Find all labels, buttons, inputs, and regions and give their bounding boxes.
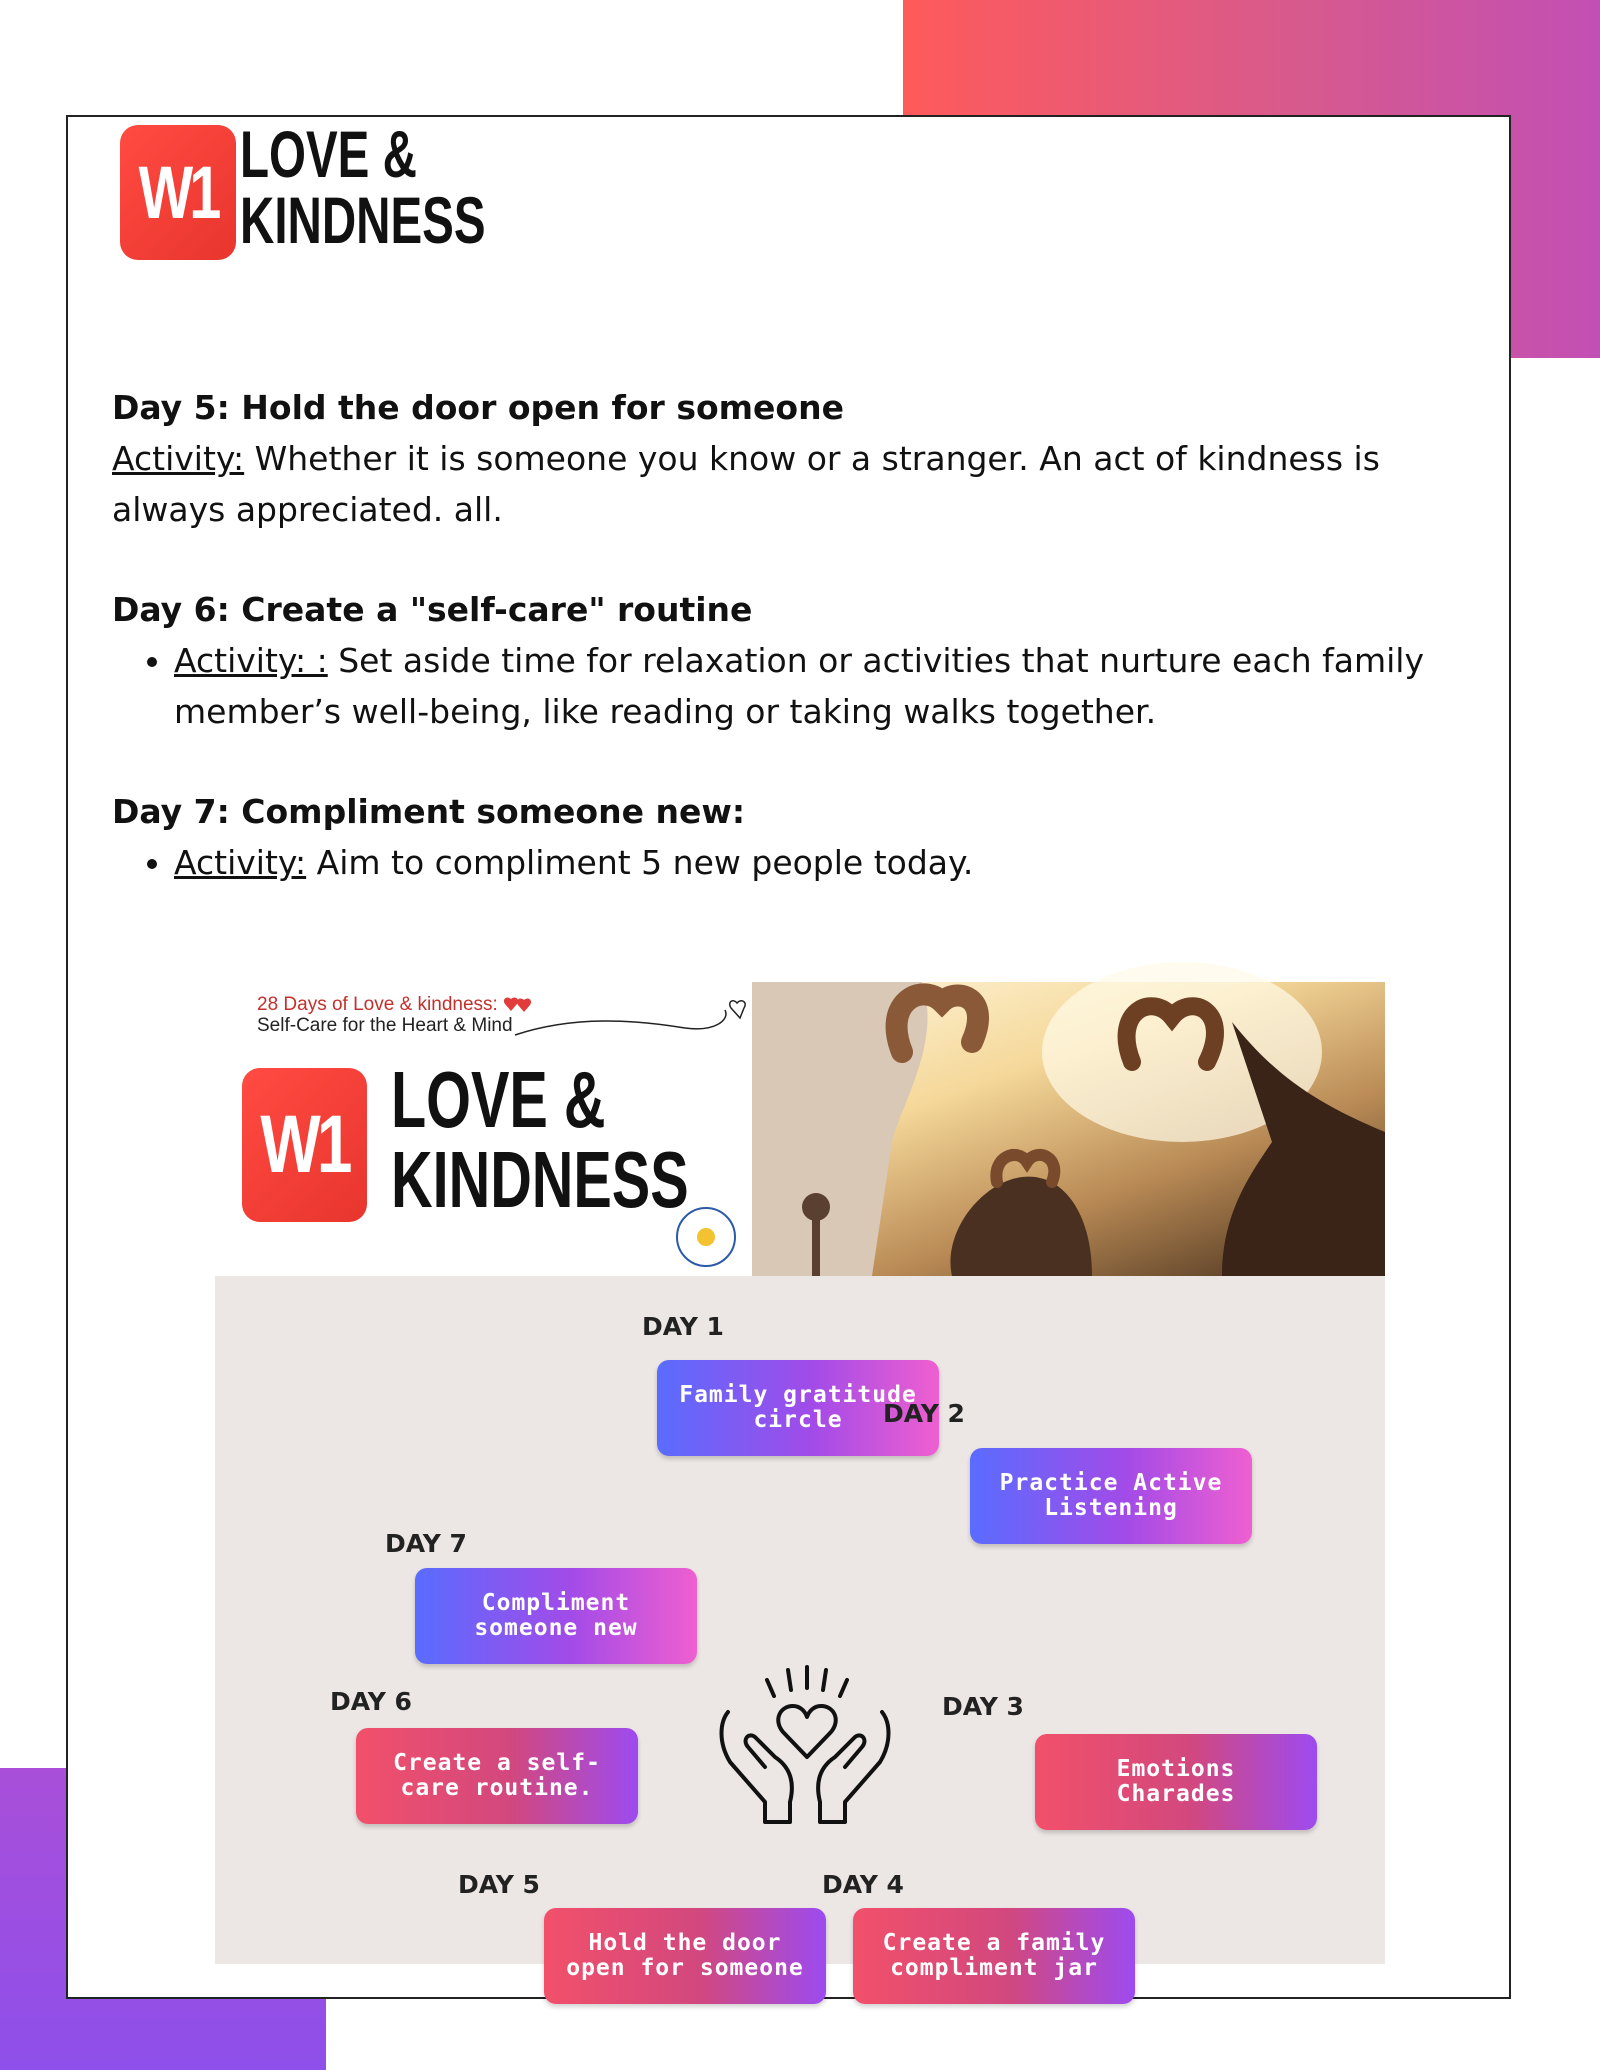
day6-activity: [174, 635, 1462, 737]
infographic-subtagline: Self-Care for the Heart & Mind: [257, 1015, 513, 1036]
w1-badge-text: W1: [138, 151, 218, 234]
header-title: [240, 117, 486, 257]
family-hearts-photo: [752, 982, 1385, 1276]
day7-pill: Compliment someone new: [415, 1568, 697, 1664]
day7-label: DAY 7: [385, 1529, 467, 1558]
activity-label: Activity:: [174, 843, 307, 882]
document-body: [112, 382, 1462, 888]
w1-badge: [120, 125, 236, 260]
infographic-image: [215, 982, 1385, 1981]
day6-list: [112, 635, 1462, 737]
swirl-heart-icon: [515, 990, 755, 1050]
day7-title: Day 7: Compliment someone new:: [112, 792, 746, 831]
day2-pill: Practice Active Listening: [970, 1448, 1252, 1544]
day5-title: Day 5: Hold the door open for someone: [112, 388, 844, 427]
day3-label: DAY 3: [942, 1692, 1024, 1721]
school-seal-icon: [676, 1207, 736, 1267]
activity-text: Set aside time for relaxation or activities that nurture each family member’s well-being, like reading or taking walks together.: [174, 641, 1424, 731]
infographic-w1-badge: [242, 1068, 367, 1222]
infographic-title-line1: LOVE &: [391, 1055, 606, 1144]
infographic-tagline-text: 28 Days of Love & kindness:: [257, 994, 498, 1015]
day4-pill: Create a family compliment jar: [853, 1908, 1135, 2004]
header-title-line1: LOVE &: [240, 117, 417, 191]
day4-label: DAY 4: [822, 1870, 904, 1899]
document-page: [66, 115, 1511, 1999]
hands-heart-icon: [710, 1662, 900, 1842]
activity-label: Activity: :: [174, 641, 328, 680]
day5-pill: Hold the door open for someone: [544, 1908, 826, 2004]
header-title-line2: KINDNESS: [240, 183, 486, 257]
day6-title: Day 6: Create a "self-care" routine: [112, 590, 753, 629]
day6-label: DAY 6: [330, 1687, 412, 1716]
activity-label: Activity:: [112, 439, 245, 478]
activity-text: Whether it is someone you know or a stranger. An act of kindness is always appreciated. all.: [112, 439, 1380, 529]
day7-activity: [174, 837, 1462, 888]
infographic-w1-text: W1: [260, 1099, 349, 1190]
activity-text: Aim to compliment 5 new people today.: [306, 843, 974, 882]
photo-silhouettes: [752, 982, 1385, 1276]
day3-pill: Emotions Charades: [1035, 1734, 1317, 1830]
day1-label: DAY 1: [642, 1312, 724, 1341]
infographic-tagline: [257, 994, 533, 1016]
day7-list: [112, 837, 1462, 888]
infographic-title-line2: KINDNESS: [391, 1135, 689, 1224]
infographic-title: [391, 1055, 689, 1224]
day5-activity: [112, 433, 1462, 535]
day1-pill: Family gratitude circle: [657, 1360, 939, 1456]
infographic-header: [215, 982, 1385, 1276]
day5-label: DAY 5: [458, 1870, 540, 1899]
day2-label: DAY 2: [883, 1399, 965, 1428]
day6-pill: Create a self-care routine.: [356, 1728, 638, 1824]
